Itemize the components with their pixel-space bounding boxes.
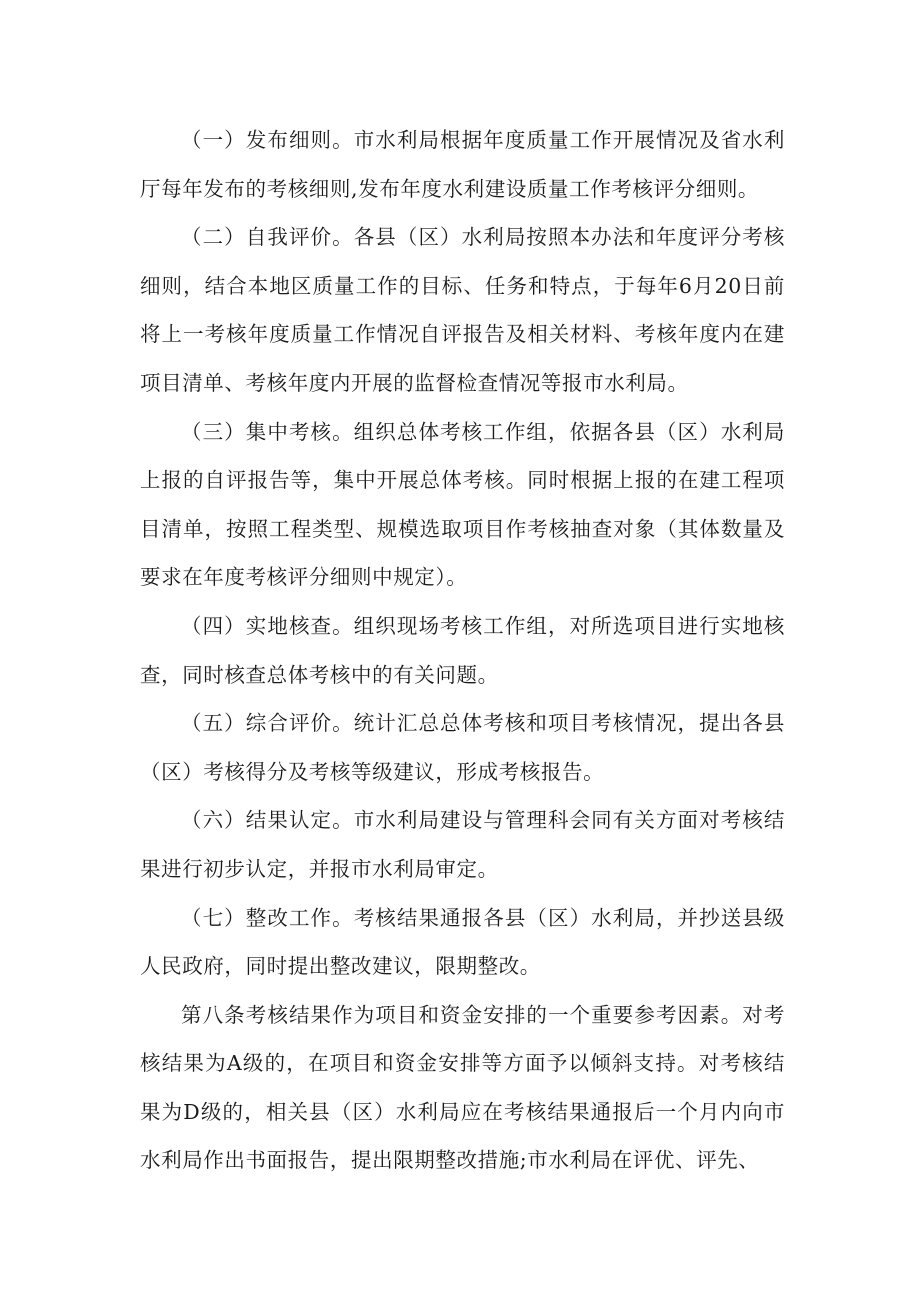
- document-body: [140, 116, 785, 1185]
- paragraph-step-1: （一）发布细则。市水利局根据年度质量工作开展情况及省水利厅每年发布的考核细则,发布年度水利建设质量工作考核评分细则。: [140, 128, 785, 201]
- paragraph-step-2: （二）自我评价。各县（区）水利局按照本办法和年度评分考核细则，结合本地区质量工作的目标、任务和特点，于每年6月20日前将上一考核年度质量工作情况自评报告及相关材料、考核年度内在建项目清单、考核年度内开展的监督检查情况等报市水利局。: [140, 225, 785, 395]
- paragraph-step-3: （三）集中考核。组织总体考核工作组，依据各县（区）水利局上报的自评报告等，集中开展总体考核。同时根据上报的在建工程项目清单，按照工程类型、规模选取项目作考核抽查对象（其体数量及要求在年度考核评分细则中规定）。: [140, 419, 785, 590]
- paragraph-article-8: 第八条考核结果作为项目和资金安排的一个重要参考因素。对考核结果为A级的，在项目和资金安排等方面予以倾斜支持。对考核结果为D级的，相关县（区）水利局应在考核结果通报后一个月内向市水利局作出书面报告，提出限期整改措施;市水利局在评优、评先、: [140, 1002, 785, 1173]
- paragraph-step-4: （四）实地核查。组织现场考核工作组，对所选项目进行实地核查，同时核查总体考核中的有关问题。: [140, 613, 785, 687]
- paragraph-step-5: （五）综合评价。统计汇总总体考核和项目考核情况，提出各县（区）考核得分及考核等级建议，形成考核报告。: [140, 711, 785, 784]
- paragraph-step-7: （七）整改工作。考核结果通报各县（区）水利局，并抄送县级人民政府，同时提出整改建议，限期整改。: [140, 905, 785, 979]
- paragraph-step-6: （六）结果认定。市水利局建设与管理科会同有关方面对考核结果进行初步认定，并报市水利局审定。: [140, 808, 785, 881]
